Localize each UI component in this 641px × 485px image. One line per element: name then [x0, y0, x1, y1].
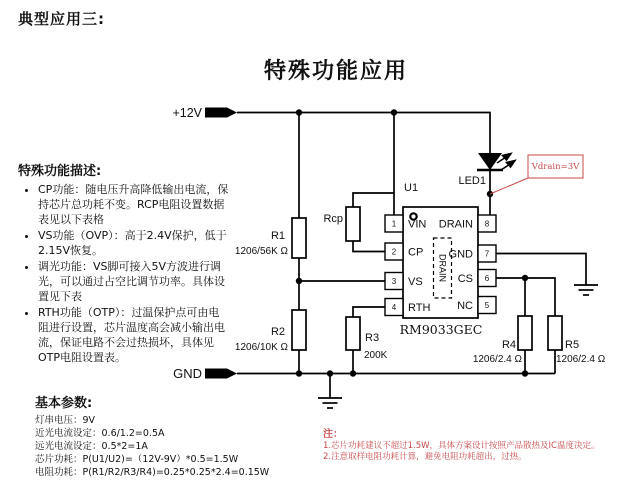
rcp-designator: Rcp — [323, 213, 343, 225]
feature-bullet-vs: • VS功能（OVP）：高于2.4V保护，低于2.15V恢复。 — [38, 228, 230, 258]
feature-bullet-rth: • RTH功能（OTP）：过温保护点可由电阻进行设置，芯片温度高会减小输出电流，保证电路不会过热损坏，具体见OTP电阻设置表。 — [38, 305, 230, 365]
ground-bus-entry — [205, 369, 237, 379]
ic-designator: U1 — [404, 182, 419, 194]
param-chip-power: 芯片功耗：P(U1/U2)=（12V-9V）*0.5=1.5W — [35, 454, 239, 465]
pin-number-2: 2 — [391, 247, 397, 257]
pin-number-3: 3 — [391, 277, 397, 286]
ic-left-pin-boxes — [385, 215, 403, 316]
power-bus-entry — [205, 108, 237, 118]
led-symbol — [477, 153, 515, 170]
resistor-r2 — [292, 310, 306, 350]
power-rail-label: +12V — [172, 106, 202, 120]
ground-symbol-right — [574, 285, 598, 295]
vdrain-callout — [490, 155, 583, 194]
note-line-2: 2.注意取样电阻功耗计算，避免电阻功耗超出，过热。 — [323, 452, 527, 462]
pin-name-vs: VS — [408, 276, 423, 288]
feature-bullet-cp: • CP功能：随电压升高降低输出电流，保持芯片总功耗不变。RCP电阻设置数据表见以下表格 — [38, 182, 230, 227]
pin-name-cs: CS — [457, 273, 473, 285]
pin-number-5: 5 — [484, 301, 490, 310]
ground-rail-label: GND — [173, 366, 202, 381]
note-line-1: 1.芯片功耗建议不超过1.5W，具体方案设计按照产品散热及IC温度决定。 — [323, 441, 600, 451]
ground-symbol-center — [318, 398, 342, 408]
basic-parameters-heading: 基本参数: — [35, 396, 93, 411]
resistor-r3 — [346, 317, 360, 350]
r1-value: 1206/56K Ω — [234, 246, 288, 257]
param-low-beam-current: 近光电流设定：0.6/1.2=0.5A — [35, 428, 165, 439]
r3-value: 200K — [364, 350, 388, 361]
pin-name-nc: NC — [457, 300, 473, 312]
ic-right-pin-boxes — [478, 215, 496, 314]
r2-designator: R2 — [270, 326, 285, 338]
pin-number-7: 7 — [484, 249, 490, 259]
pin-name-gnd: GND — [448, 248, 473, 261]
r5-designator: R5 — [565, 339, 580, 351]
pin-name-rth: RTH — [408, 302, 431, 314]
notes-heading: 注： — [323, 429, 343, 440]
feature-description-heading: 特殊功能描述: — [18, 164, 102, 179]
pin-name-drain: DRAIN — [438, 218, 473, 231]
resistor-r4 — [518, 316, 532, 350]
pin-number-1: 1 — [391, 219, 397, 229]
pin-name-vin: VIN — [408, 218, 427, 231]
r4-value: 1206/2.4 Ω — [472, 354, 522, 365]
param-high-beam-current: 远光电流设定：0.5*2=1A — [35, 441, 148, 452]
resistor-r5 — [548, 316, 562, 350]
pin-name-cp: CP — [408, 246, 424, 259]
pin-number-4: 4 — [391, 303, 397, 312]
param-resistor-power: 电阻功耗：P(R1/R2/R3/R4)=0.25*0.25*2.4=0.15W — [35, 467, 270, 478]
page-heading: 典型应用三: — [18, 10, 105, 28]
param-lamp-voltage: 灯串电压：9V — [35, 415, 96, 426]
r3-designator: R3 — [365, 332, 380, 344]
led-designator: LED1 — [458, 175, 486, 187]
page-title: 特殊功能应用 — [263, 59, 408, 84]
resistor-rcp — [346, 207, 360, 241]
r2-value: 1206/10K Ω — [234, 342, 288, 353]
vdrain-annotation: Vdrain=3V — [531, 162, 580, 172]
r1-designator: R1 — [270, 230, 285, 242]
r4-designator: R4 — [501, 339, 516, 351]
pin-number-8: 8 — [484, 219, 490, 229]
r5-value: 1206/2.4 Ω — [556, 354, 606, 365]
ic-part-number: RM9033GEC — [399, 322, 483, 337]
ic-u1 — [385, 182, 496, 337]
ic-inner-drain-label: DRAIN — [437, 253, 448, 283]
pin-number-6: 6 — [484, 274, 490, 283]
resistor-r1 — [292, 218, 306, 258]
feature-bullet-dimming: • 调光功能：VS脚可接入5V方波进行调光，可以通过占空比调节功率。具体设置见下表 — [38, 259, 230, 304]
